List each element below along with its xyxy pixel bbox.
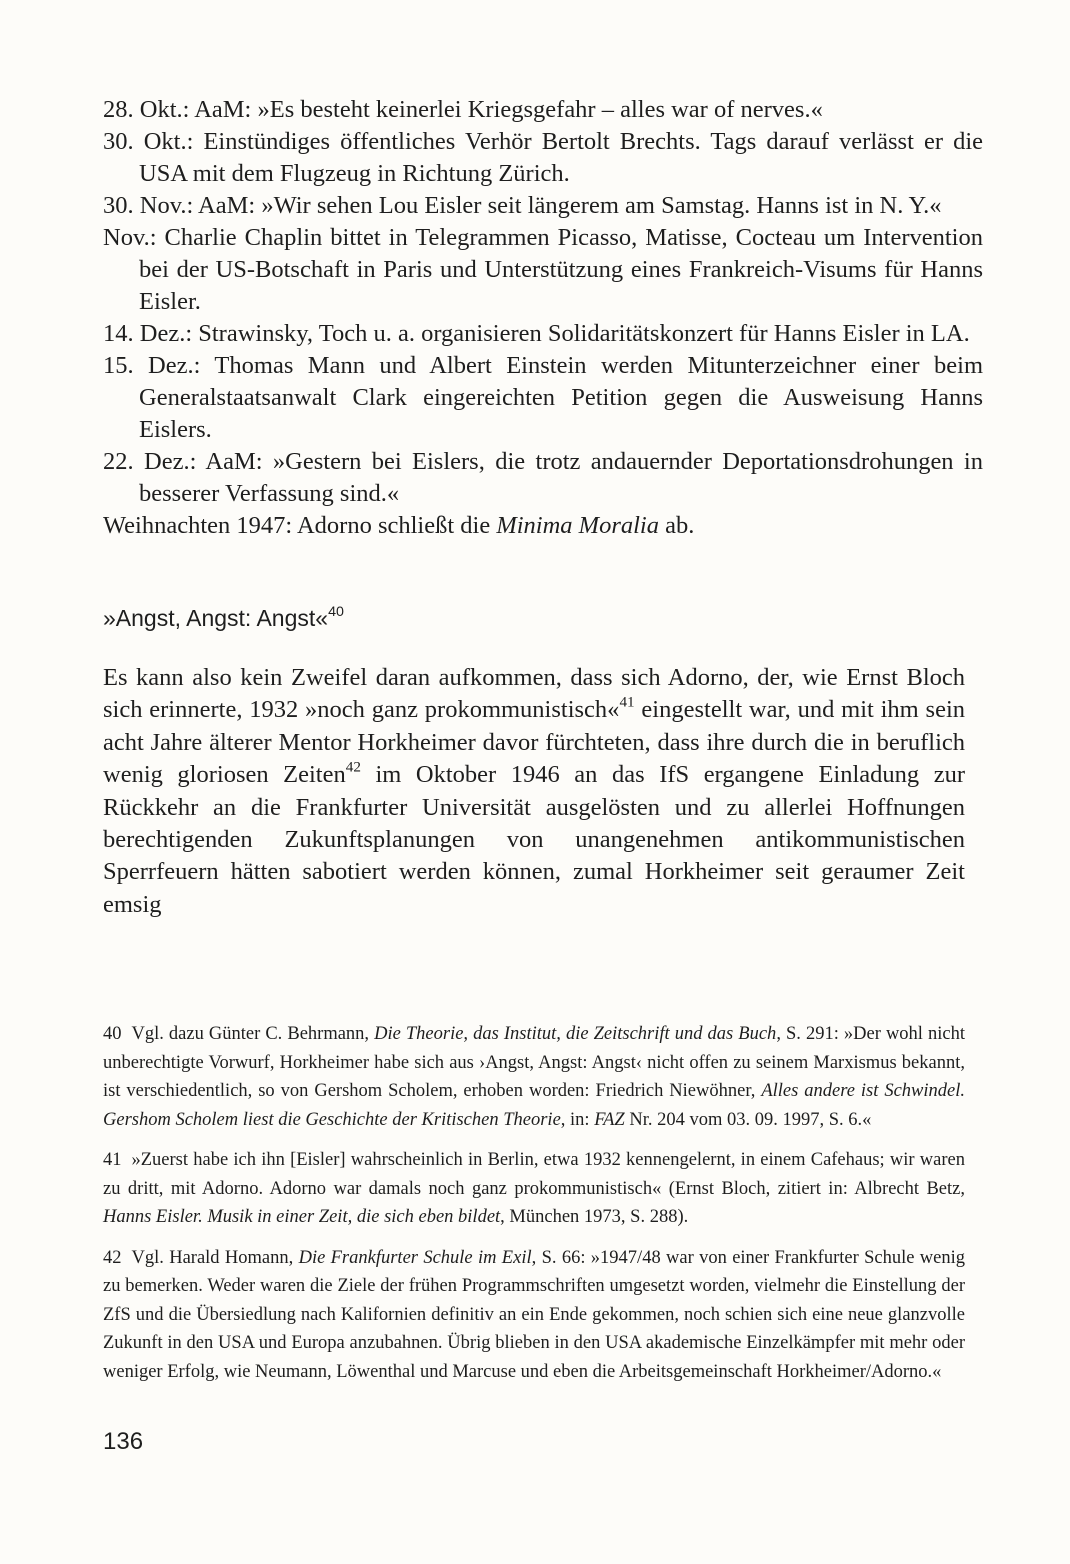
- footnote-number: 40: [103, 1024, 122, 1044]
- footnote-text: Vgl. Harald Homann,: [131, 1247, 299, 1268]
- section-heading-text: »Angst, Angst: Angst«: [103, 605, 329, 631]
- chronology-entry-oct-30: 30. Okt.: Einstündiges öffentliches Verhör Bertolt Brechts. Tags darauf verlässt er die USA mit dem Flugzeug in Richtung Zürich.: [103, 128, 983, 187]
- body-paragraph: [103, 662, 965, 921]
- footnote-41: [103, 1146, 965, 1232]
- body-text-3: im Oktober 1946 an das IfS ergangene Einladung zur Rückkehr an die Frankfurter Universität ausgelösten und zu allerlei Hoffnungen berechtigenden Zukunftsplanungen von unangenehmen antikommunistischen Sperrfeuern hätten sabotiert werden können, zumal Horkheimer seit geraumer Zeit emsig: [103, 761, 965, 918]
- body-text-1: Es kann also kein Zweifel daran aufkommen, dass sich Adorno, der, wie Ernst Bloch sich erinnerte, 1932 »noch ganz prokommunistisch«: [103, 664, 965, 724]
- footnote-title: Hanns Eisler. Musik in einer Zeit, die sich eben bildet: [103, 1207, 501, 1227]
- footnote-text: , S. 66: »1947/48 war von einer Frankfurter Schule wenig zu bemerken. Weder waren die Ziele der frühen Programmschriften umgesetzt worden, vielmehr die Einstellung der ZfS und die Übersiedlung nach Kalifornien definitiv an ein Ende gekommen, noch schien sich eine neue glanzvolle Zukunft in den USA und Europa anzubahnen. Übrig blieben in den USA akademische Einzelkämpfer mit mehr oder weniger Erfolg, wie Neumann, Löwenthal und Marcuse und eben die Arbeitsgemeinschaft Horkheimer/Adorno.«: [103, 1247, 965, 1382]
- footnote-text: , S. 291: »Der wohl nicht unberechtigte Vorwurf, Horkheimer habe sich aus ›Angst, Angst: Angst‹ nicht offen zu seinem Marxismus bekannt, ist verschiedentlich, so von Gershom Scholem, erhoben worden: Friedrich Niewöhner,: [103, 1024, 965, 1101]
- footnote-title: Die Frankfurter Schule im Exil: [298, 1247, 532, 1268]
- footnote-title: FAZ: [594, 1109, 625, 1130]
- chronology-entry-nov-30: 30. Nov.: AaM: »Wir sehen Lou Eisler seit längerem am Samstag. Hanns ist in N. Y.«: [103, 192, 942, 219]
- footnote-text: , in:: [560, 1109, 595, 1130]
- book-title-minima-moralia: Minima Moralia: [496, 512, 659, 539]
- footnote-text: Nr. 204 vom 03. 09. 1997, S. 6.«: [624, 1109, 872, 1130]
- footnote-text: »Zuerst habe ich ihn [Eisler] wahrscheinlich in Berlin, etwa 1932 kennengelernt, in einem Cafehaus; wir waren zu dritt, mit Adorno. Adorno war damals noch ganz prokommunistisch« (Ernst Bloch, zitiert in: Albrecht Betz,: [103, 1150, 965, 1199]
- footnote-title: Alles andere ist Schwindel. Gershom Scholem liest die Geschichte der Kritischen Theorie: [103, 1081, 966, 1130]
- body-text-2: eingestellt war, und mit ihm sein acht Jahre älterer Mentor Horkheimer davor fürchteten, dass ihre durch die in beruflich wenig gloriosen Zeiten: [103, 696, 966, 789]
- chronology-entry-oct-28: 28. Okt.: AaM: »Es besteht keinerlei Kriegsgefahr – alles war of nerves.«: [103, 96, 823, 123]
- footnote-text: , München 1973, S. 288).: [500, 1207, 689, 1227]
- footnote-ref-41: 41: [619, 693, 635, 711]
- section-heading: [103, 604, 344, 632]
- footnote-title: Die Theorie, das Institut, die Zeitschrift und das Buch: [374, 1024, 777, 1044]
- chronology-entry-christmas: [103, 510, 983, 542]
- footnote-number: 41: [103, 1150, 122, 1170]
- chronology-entry-dec-14: 14. Dez.: Strawinsky, Toch u. a. organisieren Solidaritätskonzert für Hanns Eisler in LA.: [103, 320, 970, 347]
- footnote-number: 42: [103, 1247, 122, 1268]
- chronology-list: [103, 94, 983, 542]
- christmas-suffix: ab.: [659, 512, 695, 539]
- footnote-42: [103, 1244, 965, 1387]
- footnote-text: Vgl. dazu Günter C. Behrmann,: [131, 1024, 375, 1044]
- christmas-text: Weihnachten 1947: Adorno schließt die: [103, 512, 497, 539]
- footnotes: [103, 1020, 965, 1398]
- footnote-ref-40: 40: [328, 604, 344, 621]
- footnote-40: [103, 1020, 965, 1134]
- chronology-entry-dec-15: 15. Dez.: Thomas Mann und Albert Einstein werden Mitunterzeichner einer beim Generalstaatsanwalt Clark eingereichten Petition gegen die Ausweisung Hanns Eislers.: [103, 352, 983, 443]
- page-number: 136: [103, 1428, 144, 1455]
- chronology-entry-dec-22: 22. Dez.: AaM: »Gestern bei Eislers, die trotz andauernder Deportationsdrohungen in besserer Verfassung sind.«: [103, 448, 983, 507]
- chronology-entry-nov: Nov.: Charlie Chaplin bittet in Telegrammen Picasso, Matisse, Cocteau um Intervention bei der US-Botschaft in Paris und Unterstützung eines Frankreich-Visums für Hanns Eisler.: [103, 224, 983, 315]
- footnote-ref-42: 42: [345, 758, 361, 776]
